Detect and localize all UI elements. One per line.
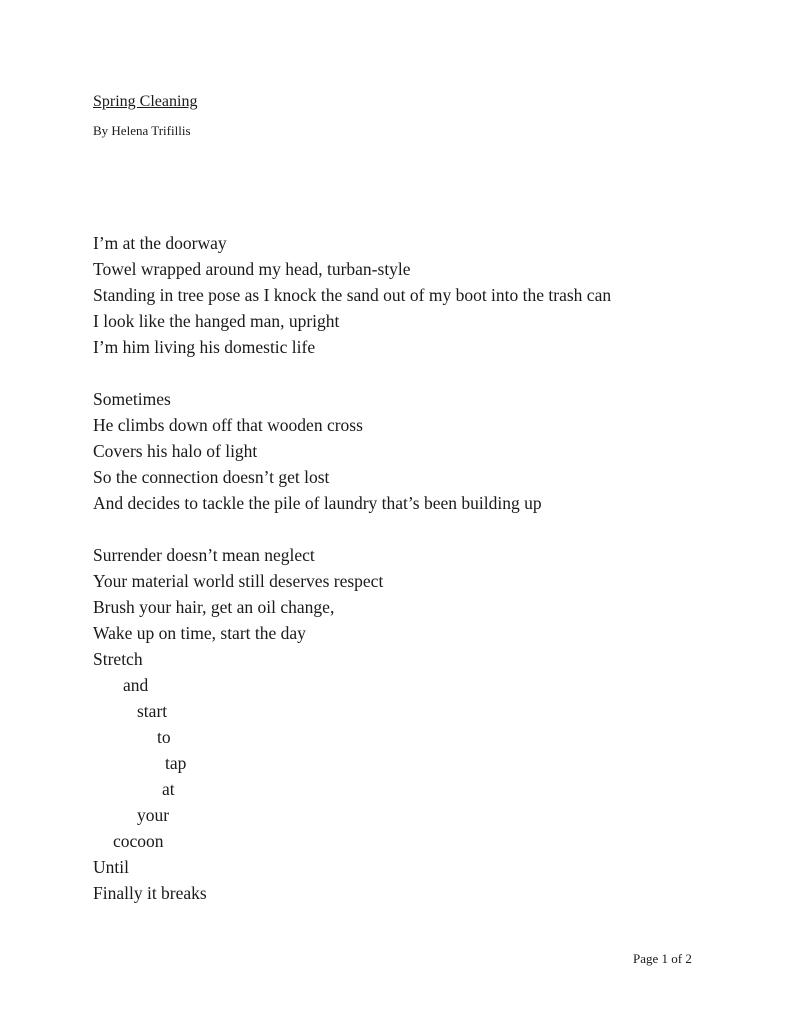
poem-body — [93, 230, 611, 906]
poem-line: start — [137, 701, 168, 721]
poem-line: tap — [165, 753, 187, 773]
stanza-break — [93, 516, 611, 542]
poem-line: Wake up on time, start the day — [93, 623, 306, 643]
poem-line: cocoon — [113, 831, 164, 851]
poem-line: Your material world still deserves respect — [93, 571, 384, 591]
poem-line: Sometimes — [93, 389, 171, 409]
poem-line: I’m him living his domestic life — [93, 337, 316, 357]
poem-line: at — [162, 779, 175, 799]
poem-line: He climbs down off that wooden cross — [93, 415, 363, 435]
poem-line: Brush your hair, get an oil change, — [93, 597, 335, 617]
page-number: Page 1 of 2 — [633, 951, 692, 966]
poem-title: Spring Cleaning — [93, 93, 198, 110]
poem-line: Finally it breaks — [93, 883, 207, 903]
poem-line: Covers his halo of light — [93, 441, 258, 461]
poem-line: Stretch — [93, 649, 143, 669]
poem-line: I look like the hanged man, upright — [93, 311, 340, 331]
poem-line: and — [123, 675, 149, 695]
poem-line: your — [137, 805, 170, 825]
poem-line: And decides to tackle the pile of laundry that’s been building up — [93, 493, 542, 513]
poem-line: So the connection doesn’t get lost — [93, 467, 330, 487]
poem-line: Surrender doesn’t mean neglect — [93, 545, 315, 565]
poem-line: Towel wrapped around my head, turban-style — [93, 259, 411, 279]
poem-line: Standing in tree pose as I knock the sand out of my boot into the trash can — [93, 285, 612, 305]
poem-line: Until — [93, 857, 129, 877]
poem-line: to — [157, 727, 171, 747]
poem-byline: By Helena Trifillis — [93, 123, 191, 138]
poem-line: I’m at the doorway — [93, 233, 227, 253]
stanza-break — [93, 360, 611, 386]
